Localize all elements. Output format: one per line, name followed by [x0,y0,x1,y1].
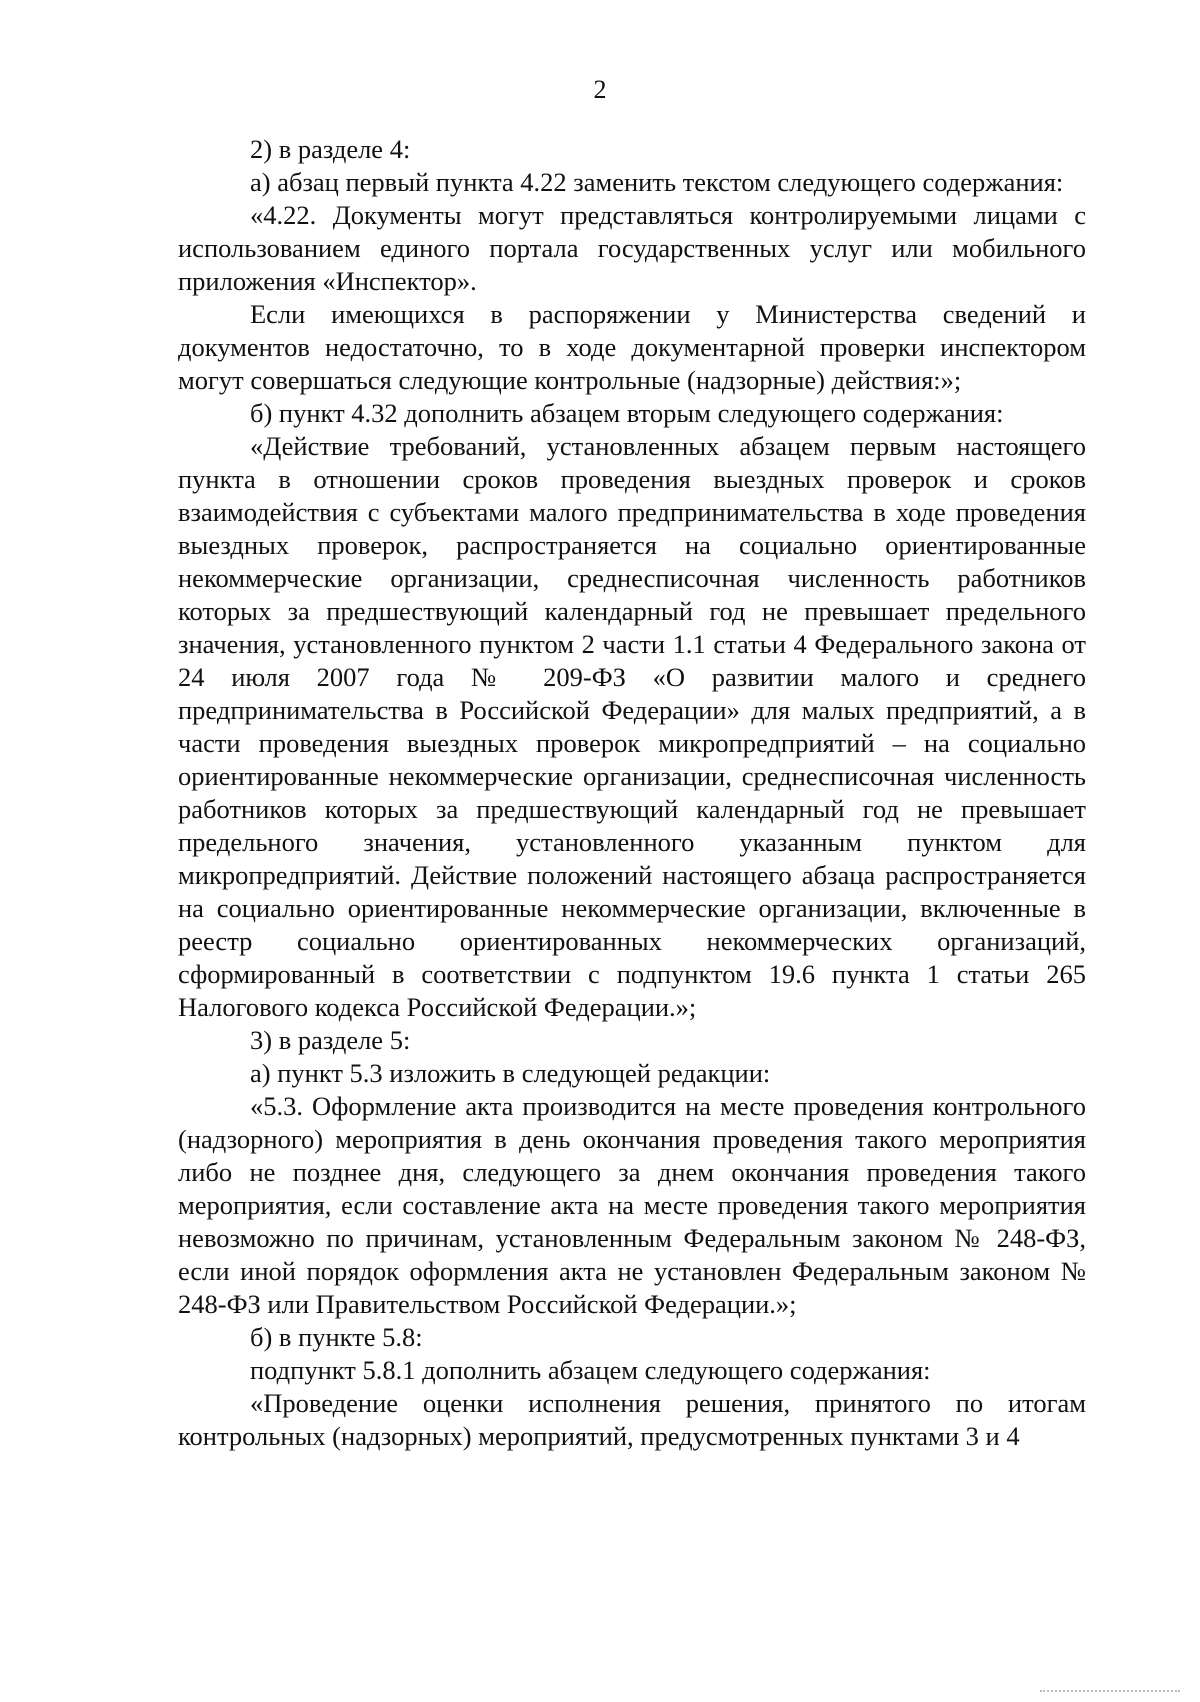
scan-artifact-line [1040,1690,1180,1694]
paragraph-documentary-check: Если имеющихся в распоряжении у Министерства сведений и документов недостаточно, то в ходе документарной проверки инспектором могут совершаться следующие контрольные (надзорные) действия:»; [178,299,1086,395]
paragraph-item-b-5-8: б) в пункте 5.8: [250,1322,423,1352]
paragraph-subitem-5-8-1: подпункт 5.8.1 дополнить абзацем следующего содержания: [250,1355,931,1385]
document-body [178,133,1086,1453]
paragraph-item-b-4-32: б) пункт 4.32 дополнить абзацем вторым следующего содержания: [250,398,1004,428]
paragraph-section-4: 2) в разделе 4: [250,134,411,164]
paragraph-item-a-4-22: а) абзац первый пункта 4.22 заменить текстом следующего содержания: [250,167,1064,197]
page-number: 2 [593,75,607,104]
paragraph-quote-4-22: «4.22. Документы могут представляться контролируемыми лицами с использованием единого портала государственных услуг или мобильного приложения «Инспектор». [178,200,1086,296]
paragraph-item-a-5-3: а) пункт 5.3 изложить в следующей редакции: [250,1058,771,1088]
paragraph-section-5: 3) в разделе 5: [250,1025,411,1055]
paragraph-quote-4-32: «Действие требований, установленных абзацем первым настоящего пункта в отношении сроков проведения выездных проверок и сроков взаимодействия с субъектами малого предпринимательства в ходе проведения выездных проверок, распространяется на социально ориентированные некоммерческие организации, среднесписочная численность работников которых за предшествующий календарный год не превышает предельного значения, установленного пунктом 2 части 1.1 статьи 4 Федерального закона от 24 июля 2007 года № 209-ФЗ «О развитии малого и среднего предпринимательства в Российской Федерации» для малых предприятий, а в части проведения выездных проверок микропредприятий – на социально ориентированные некоммерческие организации, среднесписочная численность работников которых за предшествующий календарный год не превышает предельного значения, установленного указанным пунктом для микропредприятий. Действие положений настоящего абзаца распространяется на социально ориентированные некоммерческие организации, включенные в реестр социально ориентированных некоммерческих организаций, сформированный в соответствии с подпунктом 19.6 пункта 1 статьи 265 Налогового кодекса Российской Федерации.»; [178,431,1086,1022]
paragraph-quote-5-3: «5.3. Оформление акта производится на месте проведения контрольного (надзорного) мероприятия в день окончания проведения такого мероприятия либо не позднее дня, следующего за днем окончания проведения такого мероприятия, если составление акта на месте проведения такого мероприятия невозможно по причинам, установленным Федеральным законом № 248-ФЗ, если иной порядок оформления акта не установлен Федеральным законом № 248-ФЗ или Правительством Российской Федерации.»; [178,1091,1086,1319]
paragraph-quote-assessment: «Проведение оценки исполнения решения, принятого по итогам контрольных (надзорных) мероприятий, предусмотренных пунктами 3 и 4 [178,1388,1086,1451]
